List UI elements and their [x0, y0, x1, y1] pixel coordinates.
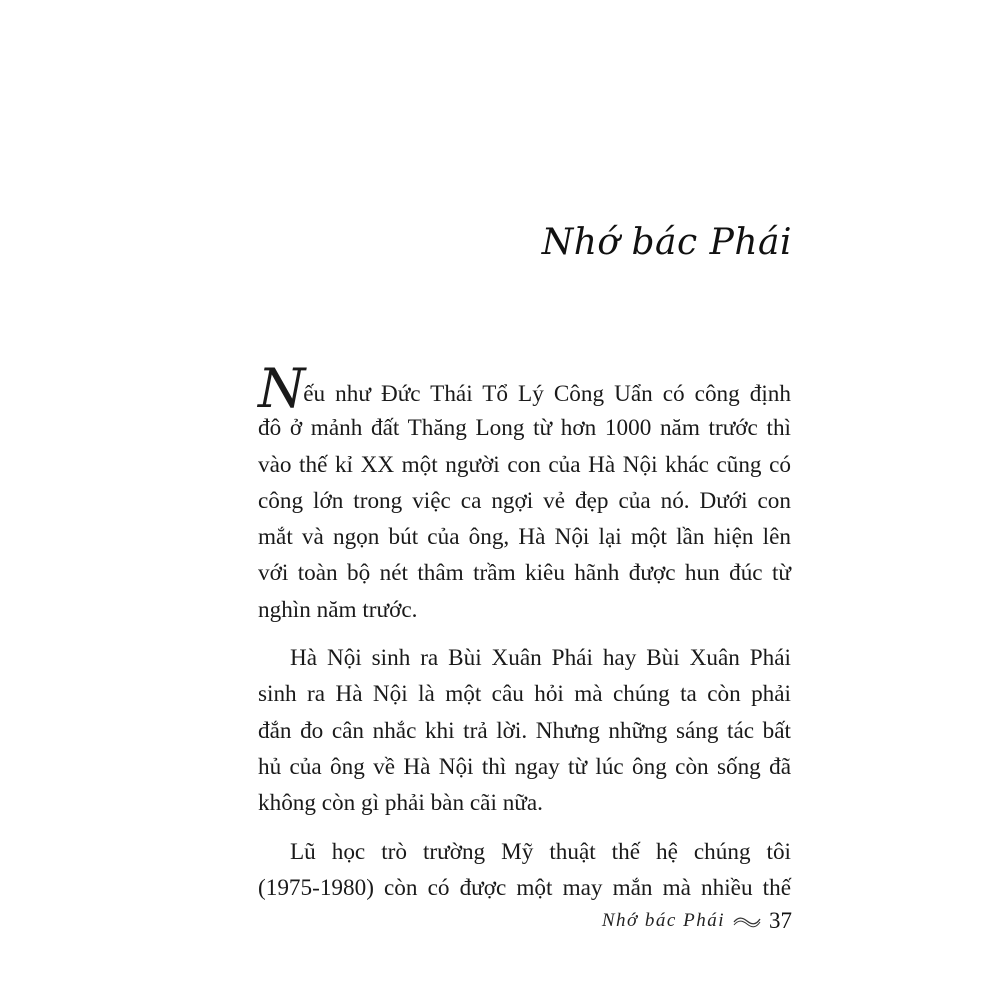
running-title: Nhớ bác Phái: [601, 910, 725, 931]
text-line: không còn gì phải bàn cãi nữa.: [258, 790, 543, 817]
text-line: hủ của ông về Hà Nội thì ngay từ lúc ông còn sống đã: [258, 753, 791, 780]
page-number: 37: [769, 908, 792, 933]
paragraph-3: [258, 834, 791, 907]
paragraph-1: [258, 357, 791, 628]
text-line: mắt và ngọn bút của ông, Hà Nội lại một lần hiện lên: [258, 524, 791, 551]
text-line: sinh ra Hà Nội là một câu hỏi mà chúng ta còn phải: [258, 681, 791, 708]
text-line: Hà Nội sinh ra Bùi Xuân Phái hay Bùi Xuân Phái: [290, 645, 791, 672]
drop-cap: N: [258, 357, 304, 420]
text-line: công lớn trong việc ca ngợi vẻ đẹp của nó. Dưới con: [258, 487, 791, 514]
paragraph-gap: [258, 628, 791, 640]
text-line: vào thế kỉ XX một người con của Hà Nội khác cũng có: [258, 451, 791, 478]
text-line-content: ếu như Đức Thái Tổ Lý Công Uẩn có công định: [303, 381, 791, 407]
text-line: với toàn bộ nét thâm trầm kiêu hãnh được hun đúc từ: [258, 560, 791, 587]
text-line: nghìn năm trước.: [258, 596, 418, 623]
text-line: đô ở mảnh đất Thăng Long từ hơn 1000 năm trước thì: [258, 415, 791, 442]
tilde-ornament-icon: [733, 914, 761, 928]
page-footer: [602, 908, 792, 934]
text-line: (1975-1980) còn có được một may mắn mà nhiều thế: [258, 874, 791, 901]
chapter-title: Nhớ bác Phái: [541, 222, 792, 263]
paragraph-gap: [258, 822, 791, 834]
paragraph-2: [258, 640, 791, 821]
text-line: Lũ học trò trường Mỹ thuật thế hệ chúng tôi: [290, 838, 791, 865]
text-line: đắn đo cân nhắc khi trả lời. Nhưng những sáng tác bất: [258, 717, 791, 744]
text-line: [258, 357, 791, 420]
body-text: [258, 357, 791, 906]
